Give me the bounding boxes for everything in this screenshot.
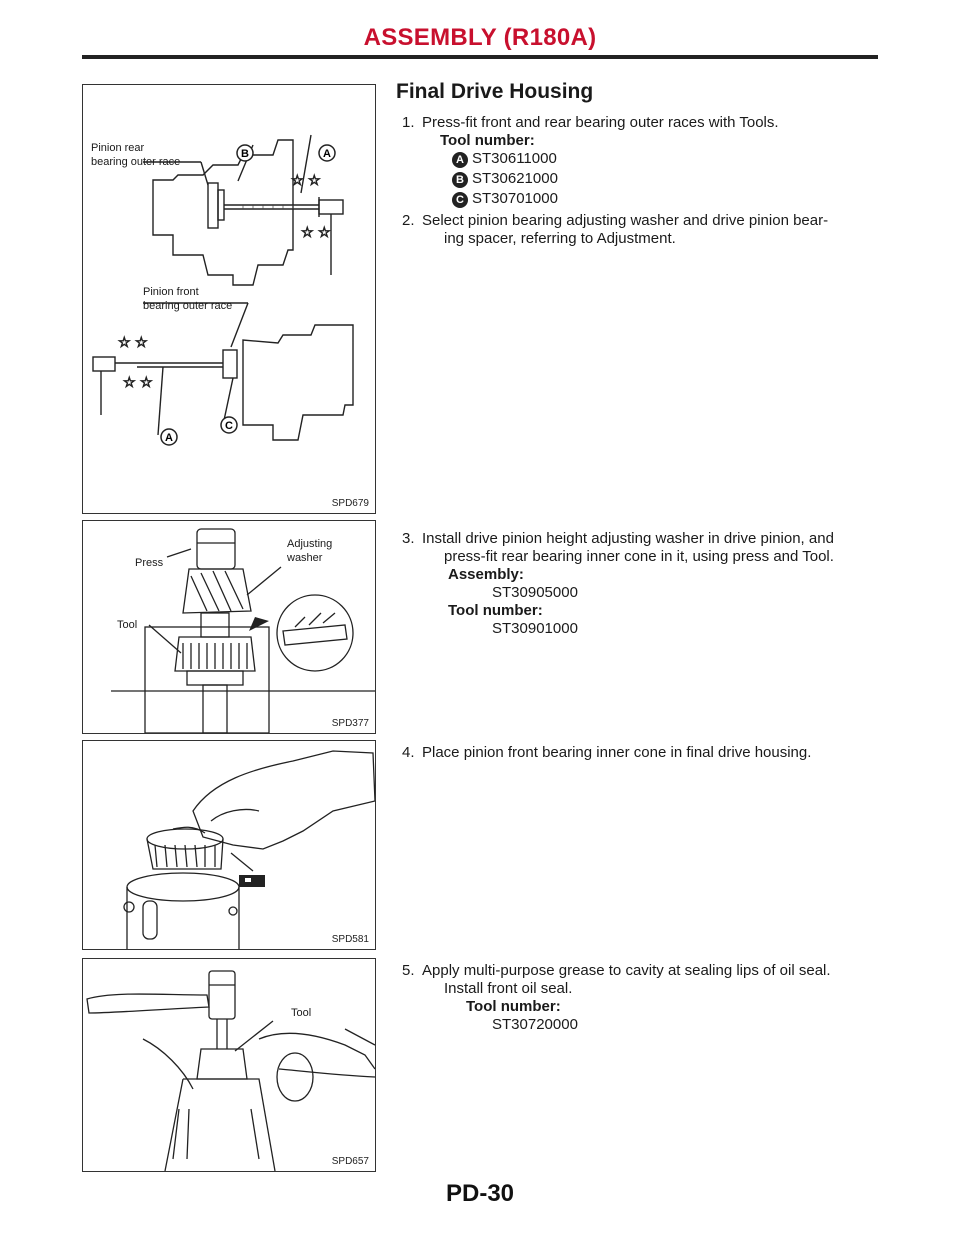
step-line-1: Apply multi-purpose grease to cavity at sealing lips of oil seal. (422, 962, 831, 979)
figure-id-spd657: SPD657 (331, 1156, 369, 1167)
step-line-1: Select pinion bearing adjusting washer and drive pinion bear- (422, 212, 829, 229)
tool-ref-b (452, 168, 558, 190)
step-5-line-2: Install front oil seal. (444, 980, 573, 997)
step-5-tool-label: Tool number: (466, 998, 561, 1015)
step-text: Place pinion front bearing inner cone in final drive housing. (422, 744, 812, 761)
figure-id-spd679: SPD679 (331, 498, 369, 509)
step-number: 1. (402, 114, 415, 131)
step-1 (402, 114, 892, 132)
step-text: Press-fit front and rear bearing outer races with Tools. (422, 114, 779, 131)
step-3-assembly-label: Assembly: (448, 566, 524, 583)
figure-spd679 (82, 84, 376, 514)
inner-cone-placement-illustration (83, 741, 375, 949)
svg-text:☆ ☆: ☆ ☆ (301, 225, 331, 241)
step-1-tool-label: Tool number: (440, 132, 535, 149)
step-3 (402, 530, 892, 548)
svg-text:☆ ☆: ☆ ☆ (291, 173, 321, 189)
page-header-title: ASSEMBLY (R180A) (363, 24, 597, 51)
label-adjusting-washer: Adjusting washer (287, 538, 333, 564)
figure-spd377 (82, 520, 376, 734)
callout-a-bottom: A (165, 432, 173, 444)
label-tool: Tool (117, 619, 138, 631)
step-3-assembly-code: ST30905000 (492, 584, 578, 601)
step-number: 4. (402, 744, 415, 761)
figure-id-spd581: SPD581 (331, 934, 369, 945)
callout-b: B (241, 148, 249, 160)
step-5 (402, 962, 892, 980)
step-2 (402, 212, 892, 230)
callout-c: C (225, 420, 233, 432)
badge-c-icon: C (452, 192, 468, 208)
oil-seal-install-illustration (83, 959, 375, 1171)
step-number: 5. (402, 962, 415, 979)
step-2-line-2: ing spacer, referring to Adjustment. (444, 230, 676, 247)
label-tool: Tool (291, 1007, 312, 1019)
label-press: Press (135, 557, 164, 569)
step-number: 2. (402, 212, 415, 229)
svg-text:☆ ☆: ☆ ☆ (118, 335, 148, 351)
label-rear-race: Pinion rear bearing outer race (91, 142, 181, 168)
step-3-tool-code: ST30901000 (492, 620, 578, 637)
badge-a-icon: A (452, 152, 468, 168)
step-4 (402, 744, 892, 762)
tool-ref-a (452, 148, 557, 170)
step-3-line-2: press-fit rear bearing inner cone in it, using press and Tool. (444, 548, 834, 565)
tool-ref-c (452, 188, 558, 210)
svg-text:☆ ☆: ☆ ☆ (123, 375, 153, 391)
callout-a-top: A (323, 148, 331, 160)
tool-code: ST30611000 (472, 150, 557, 167)
step-5-tool-code: ST30720000 (492, 1016, 578, 1033)
page-number: PD-30 (445, 1180, 515, 1207)
label-front-race: Pinion front bearing outer race (143, 286, 233, 312)
header-rule (82, 55, 878, 59)
step-number: 3. (402, 530, 415, 547)
step-line-1: Install drive pinion height adjusting washer in drive pinion, and (422, 530, 834, 547)
figure-id-spd377: SPD377 (331, 718, 369, 729)
badge-b-icon: B (452, 172, 468, 188)
tool-code: ST30701000 (472, 190, 558, 207)
tool-code: ST30621000 (472, 170, 558, 187)
figure-spd581 (82, 740, 376, 950)
section-title: Final Drive Housing (396, 80, 594, 103)
step-3-tool-label: Tool number: (448, 602, 543, 619)
figure-spd657 (82, 958, 376, 1172)
